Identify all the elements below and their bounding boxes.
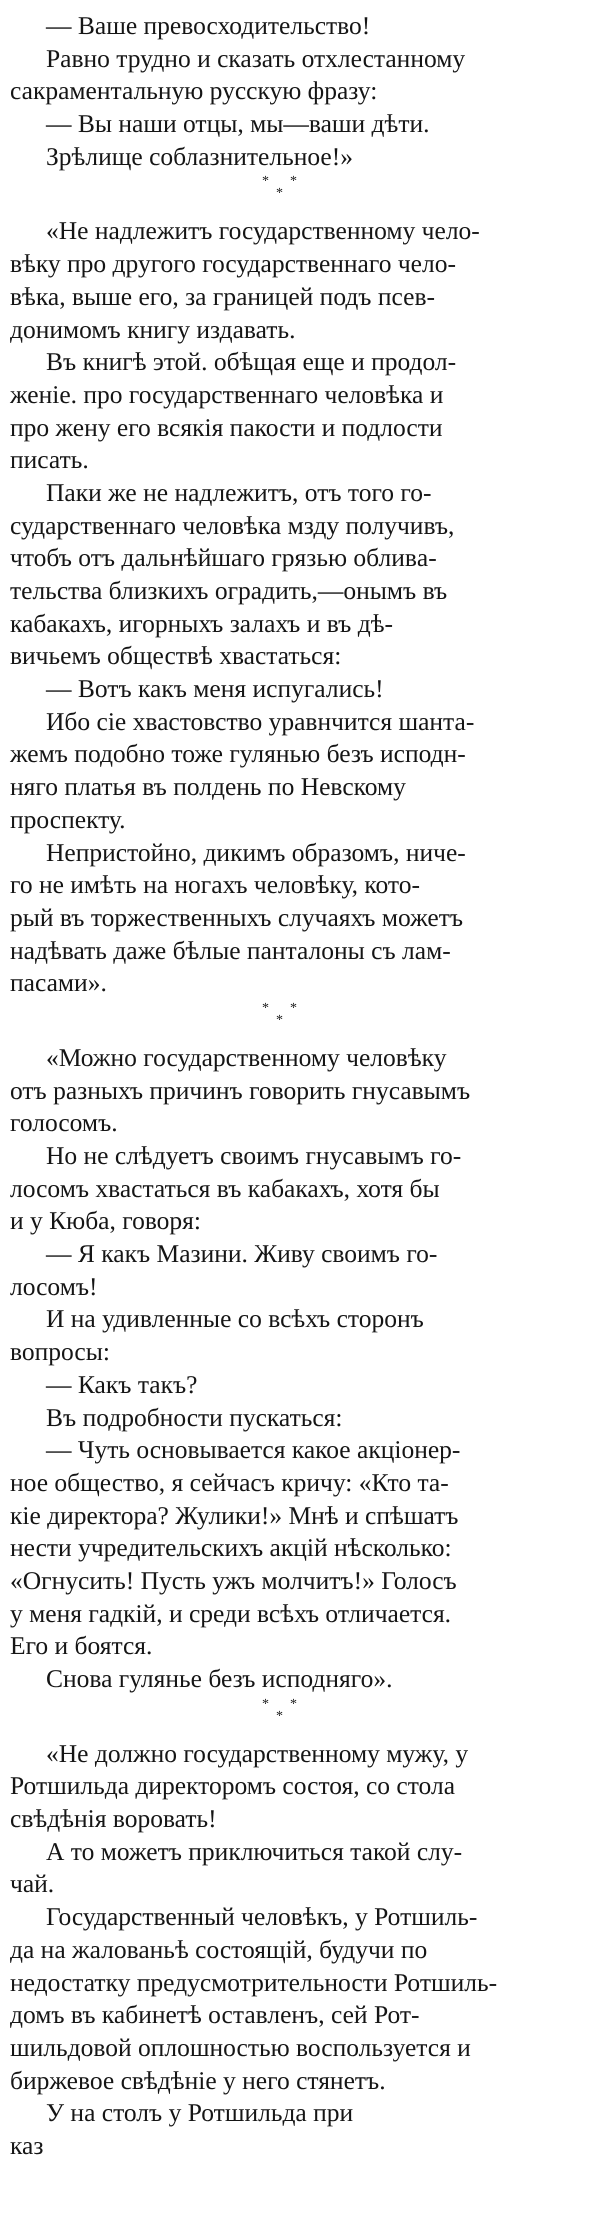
text-line: надѣвать даже бѣлые панталоны съ лам- — [10, 935, 451, 965]
text-line: Непристойно, дикимъ образомъ, ниче- — [46, 837, 466, 867]
asterisk-icon: * — [276, 1012, 283, 1028]
newspaper-column — [10, 10, 590, 2163]
text-line: няго платья въ полдень по Невскому — [10, 772, 406, 802]
text-line: недостатку предусмотрительности Ротшиль- — [10, 1967, 498, 1997]
asterisk-icon: * — [262, 1696, 269, 1712]
text-line: У на столъ у Ротшильда при — [46, 2098, 354, 2128]
text-line: сакраментальную русскую фразу: — [10, 76, 378, 106]
asterisk-icon: * — [290, 174, 297, 190]
text-line: Паки же не надлежитъ, отъ того го- — [46, 477, 432, 507]
text-line: А то можетъ приключиться такой слу- — [46, 1836, 463, 1866]
text-line: проспекту. — [10, 804, 126, 834]
text-line: Зрѣлище соблазнительное!» — [46, 141, 353, 171]
text-line: «Огнусить! Пусть ужъ молчитъ!» Голосъ — [10, 1565, 457, 1595]
text-line: отъ разныхъ причинъ говорить гнусавымъ — [10, 1075, 471, 1105]
text-line: пасами». — [10, 968, 107, 998]
text-line: писать. — [10, 445, 89, 475]
asterisk-icon: * — [276, 1708, 283, 1724]
text-line: вичьемъ обществѣ хвастаться: — [10, 641, 342, 671]
text-line: каз — [10, 2130, 44, 2160]
text-line: и у Кюба, говоря: — [10, 1206, 202, 1236]
text-line: вопросы: — [10, 1337, 110, 1367]
text-line: Равно трудно и сказать отхлестанному — [46, 43, 466, 73]
text-line: — Я какъ Мазини. Живу своимъ го- — [46, 1239, 438, 1269]
text-line: ное общество, я сейчасъ кричу: «Кто та- — [10, 1467, 449, 1497]
text-line: — Вотъ какъ меня испугались! — [46, 674, 384, 704]
text-line: вѣка, выше его, за границей подъ псев- — [10, 281, 435, 311]
text-line: Государственный человѣкъ, у Ротшиль- — [46, 1902, 478, 1932]
asterisk-icon: * — [262, 1000, 269, 1016]
text-line: го не имѣть на ногахъ человѣку, кото- — [10, 870, 420, 900]
section-separator — [10, 173, 590, 215]
section-1 — [10, 10, 590, 173]
text-line: — Вы наши отцы, мы—ваши дѣти. — [46, 109, 430, 139]
text-line: — Ваше превосходительство! — [46, 11, 371, 40]
text-line: кіе директора? Жулики!» Мнѣ и спѣшатъ — [10, 1500, 459, 1530]
asterisk-icon: * — [276, 186, 283, 202]
text-line: И на удивленные со всѣхъ сторонъ — [46, 1304, 424, 1334]
text-line: домъ въ кабинетѣ оставленъ, сей Рот- — [10, 2000, 420, 2030]
text-line: — Чуть основывается какое акціонер- — [46, 1435, 461, 1465]
text-line: свѣдѣнія воровать! — [10, 1804, 217, 1834]
text-line: лосомъ хвастаться въ кабакахъ, хотя бы — [10, 1173, 440, 1203]
text-line: лосомъ! — [10, 1271, 98, 1301]
asterisk-icon: * — [290, 1696, 297, 1712]
text-line: женіе. про государственнаго человѣка и — [10, 379, 444, 409]
text-line: чай. — [10, 1869, 55, 1899]
page-crop-edge — [0, 2222, 612, 2230]
text-line: Его и боятся. — [10, 1631, 153, 1661]
text-line: «Не должно государственному мужу, у — [46, 1738, 469, 1768]
text-line: вѣку про другого государственнаго чело- — [10, 249, 456, 279]
text-line: — Какъ такъ? — [46, 1369, 198, 1399]
text-line: тельства близкихъ оградить,—онымъ въ — [10, 576, 448, 605]
section-4 — [10, 1738, 590, 2163]
text-line: про жену его всякія пакости и подлости — [10, 412, 443, 442]
text-line: шильдовой оплошностью воспользуется и — [10, 2032, 471, 2062]
asterisk-icon: * — [262, 174, 269, 190]
section-2 — [10, 215, 590, 1000]
text-line: голосомъ. — [10, 1108, 118, 1138]
text-line: биржевое свѣдѣніе у него стянетъ. — [10, 2065, 386, 2095]
text-line: у меня гадкій, и среди всѣхъ отличается. — [10, 1598, 452, 1628]
text-line: «Не надлежитъ государственному чело- — [46, 216, 480, 246]
text-line: рый въ торжественныхъ случаяхъ можетъ — [10, 902, 464, 932]
text-line: «Можно государственному человѣку — [46, 1042, 447, 1072]
section-3 — [10, 1042, 590, 1696]
text-line: кабакахъ, игорныхъ залахъ и въ дѣ- — [10, 608, 394, 638]
text-line: нести учредительскихъ акцій нѣсколько: — [10, 1533, 452, 1563]
text-line: Въ книгѣ этой. обѣщая еще и продол- — [46, 347, 457, 377]
section-separator — [10, 1000, 590, 1042]
text-line: чтобъ отъ дальнѣйшаго грязью обливa- — [10, 543, 437, 573]
text-line: Ротшильда директоромъ состоя, со стола — [10, 1771, 456, 1801]
text-line: донимомъ книгу издавать. — [10, 314, 296, 344]
text-line: Снова гулянье безъ исподняго». — [46, 1664, 393, 1693]
text-line: сударственнаго человѣка мзду получивъ, — [10, 510, 455, 540]
asterisk-icon: * — [290, 1000, 297, 1016]
text-line: Ибо сіе хвастовство уравнчится шанта- — [46, 706, 475, 736]
text-line: да на жалованьѣ состоящій, будучи по — [10, 1934, 428, 1964]
text-line: жемъ подобно тоже гулянью безъ исподн- — [10, 739, 466, 769]
text-line: Но не слѣдуетъ своимъ гнусавымъ го- — [46, 1141, 462, 1170]
text-line: Въ подробности пускаться: — [46, 1402, 343, 1432]
section-separator — [10, 1696, 590, 1738]
